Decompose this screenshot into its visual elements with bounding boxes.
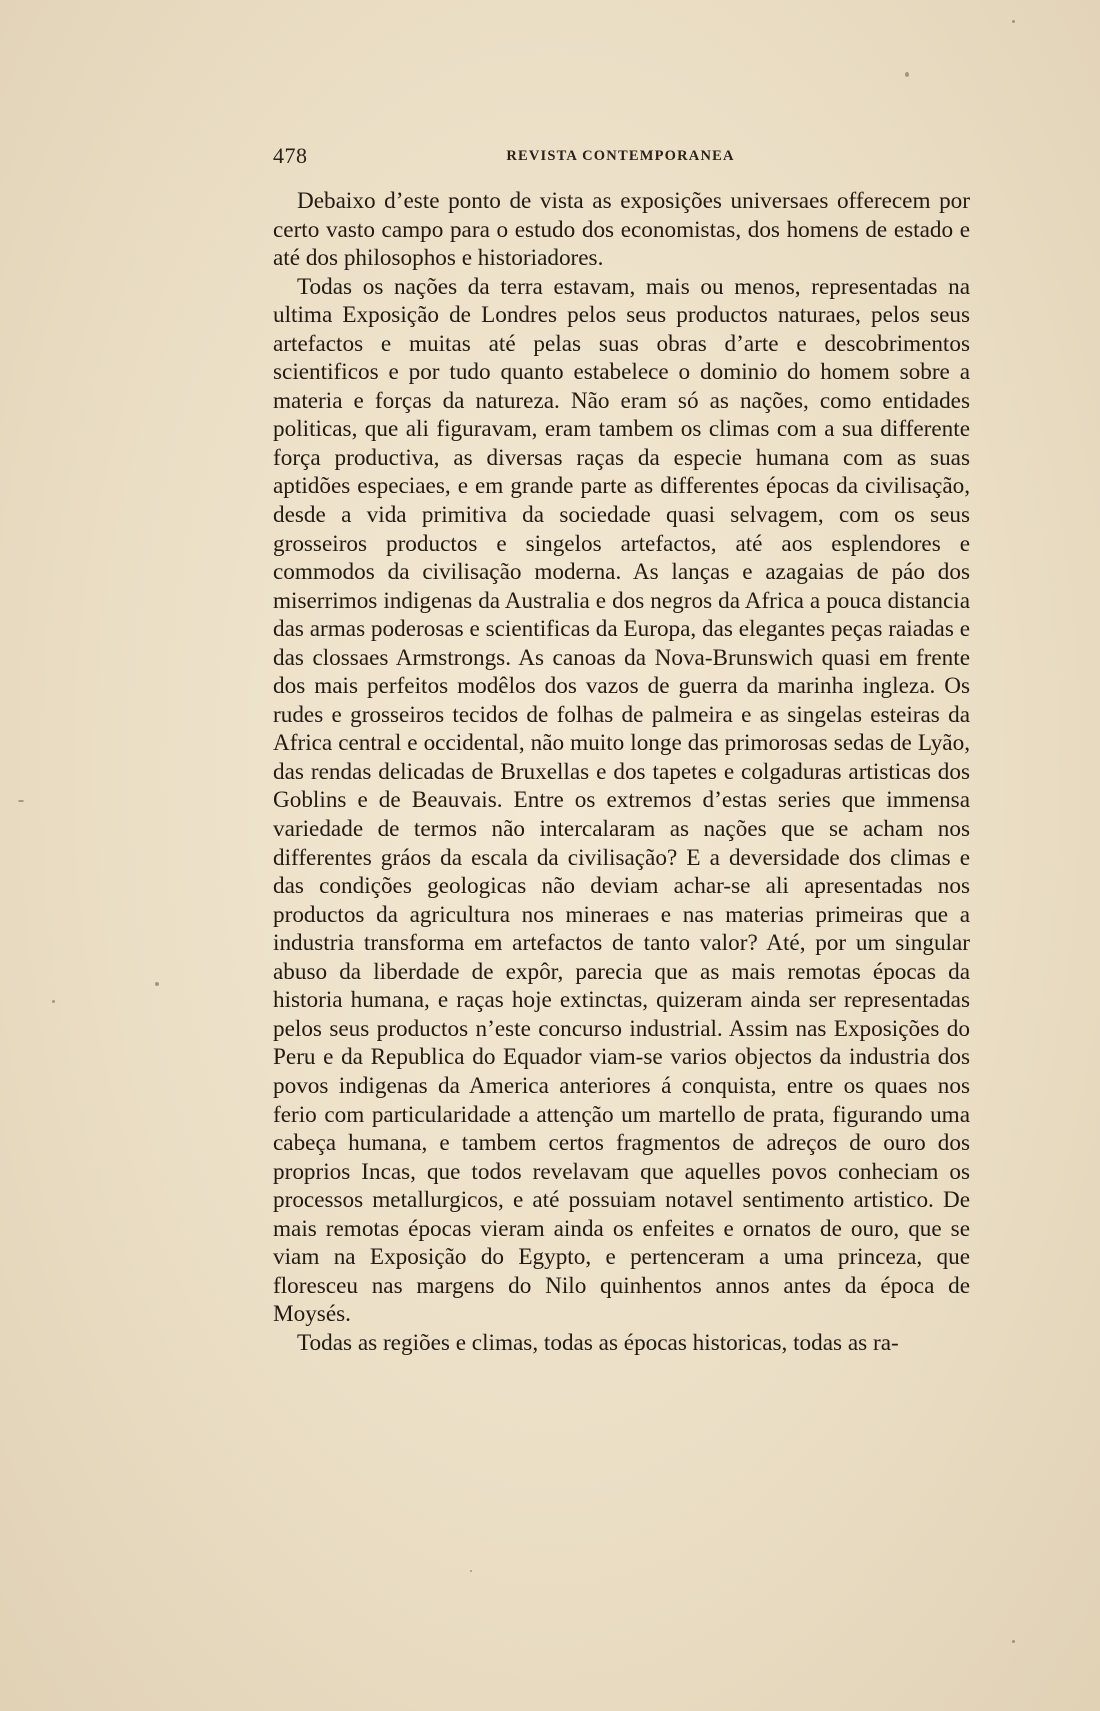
page-number: 478 xyxy=(273,143,308,168)
article-body xyxy=(273,187,970,1357)
paragraph-1: Debaixo d’este ponto de vista as exposições universaes offerecem por certo vasto campo para o estudo dos economistas, dos homens de estado e até dos philosophos e historiadores. xyxy=(273,188,970,272)
page-header xyxy=(273,143,968,173)
paragraph-3: Todas as regiões e climas, todas as épocas historicas, todas as ra- xyxy=(297,1329,899,1356)
paragraph-2: Todas os nações da terra estavam, mais ou menos, representadas na ultima Exposição de Londres pelos seus productos naturaes, pelos seus artefactos e muitas até pelas suas obras d’arte e descobrimentos scientificos e por tudo quanto estabelece o dominio do homem sobre a materia e forças da natureza. Não eram só as nações, como entidades politicas, que ali figuravam, eram tambem os climas com a sua differente força productiva, as diversas raças da especie humana com as suas aptidões especiaes, e em grande parte as differentes épocas da civilisação, desde a vida primitiva da sociedade quasi selvagem, com os seus grosseiros productos e singelos artefactos, até aos esplendores e commodos da civilisação moderna. As lanças e azagaias de páo dos miserrimos indigenas da Australia e dos negros da Africa a pouca distancia das armas poderosas e scientificas da Europa, das elegantes peças raiadas e das clossaes Armstrongs. As canoas da Nova-Brunswich quasi em frente dos mais perfeitos modêlos dos vazos de guerra da marinha ingleza. Os rudes e grosseiros tecidos de folhas de palmeira e as singelas esteiras da Africa central e occidental, não muito longe das primorosas sedas de Lyão, das rendas delicadas de Bruxellas e dos tapetes e colgaduras artisticas dos Goblins e de Beauvais. Entre os extremos d’estas series que immensa variedade de termos não intercalaram as nações que se acham nos differentes gráos da escala da civilisação? E a deversidade dos climas e das condições geologicas não deviam achar-se ali apresentadas nos productos da agricultura nos mineraes e nas materias primeiras que a industria transforma em artefactos de tanto valor? Até, por um singular abuso da liberdade de expôr, parecia que as mais remotas épocas da historia humana, e raças hoje extinctas, quizeram ainda ser representadas pelos seus productos n’este concurso industrial. Assim nas Exposições do Peru e da Republica do Equador viam-se varios objectos da industria dos povos indigenas da America anteriores á conquista, entre os quaes nos ferio com particularidade a attenção um martello de prata, figurando uma cabeça humana, e tambem certos fragmentos de adreços de ouro dos proprios Incas, que todos revelavam que aquelles povos conheciam os processos metallurgicos, e até possuiam notavel sentimento artistico. De mais remotas épocas vieram ainda os enfeites e ornatos de ouro, que se viam na Exposição do Egypto, e pertenceram a uma princeza, que floresceu nas margens do Nilo quinhentos annos antes da época de Moysés. xyxy=(273,273,970,1328)
running-title: REVISTA CONTEMPORANEA xyxy=(506,148,735,164)
